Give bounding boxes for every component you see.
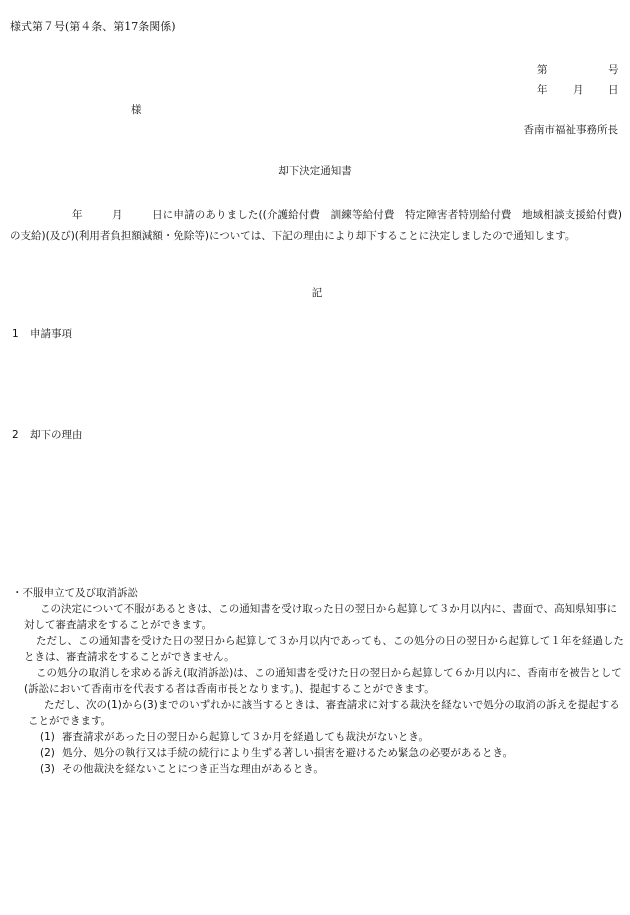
section-number: 2 bbox=[12, 429, 19, 441]
appeal-paragraph: この決定について不服があるときは、この通知書を受け取った日の翌日から起算して３か月以内に、書面で、高知県知事に対して審査請求をすることができます。 bbox=[24, 603, 618, 631]
intro-body: 日に申請のありました((介護給付費 訓練等給付費 特定障害者特別給付費 地域相談支援給付費)の支給)(及び)(利用者負担額減額・免除等)については、下記の理由により却下することに決定しましたので通知します。 bbox=[10, 209, 622, 242]
date-day-label: 日 bbox=[608, 84, 619, 96]
appeal-paragraph: ただし、この通知書を受けた日の翌日から起算して３か月以内であっても、この処分の日の翌日から起算して１年を経過したときは、審査請求をすることができません。 bbox=[24, 635, 624, 663]
section-label: 申請事項 bbox=[30, 328, 72, 340]
document-number-suffix: 号 bbox=[608, 64, 619, 76]
intro-month-label: 月 bbox=[112, 209, 123, 221]
appeal-paragraph: ただし、次の(1)から(3)までのいずれかに該当するときは、審査請求に対する裁決を経ないで処分の取消の訴えを提起することができます。 bbox=[28, 699, 620, 727]
list-item-number: (3) bbox=[40, 763, 55, 775]
document-number-label: 第 bbox=[537, 64, 548, 76]
list-item-text: 処分、処分の執行又は手続の続行により生ずる著しい損害を避けるため緊急の必要があるとき。 bbox=[62, 747, 514, 759]
appeal-notice bbox=[12, 585, 624, 777]
section-application-items bbox=[12, 328, 72, 341]
section-rejection-reason bbox=[12, 429, 83, 442]
section-label: 却下の理由 bbox=[30, 429, 83, 441]
date-year-label: 年 bbox=[537, 84, 548, 96]
section-number: 1 bbox=[12, 328, 19, 340]
ki-heading: 記 bbox=[311, 287, 323, 299]
appeal-heading: ・不服申立て及び取消訴訟 bbox=[12, 587, 138, 599]
intro-paragraph bbox=[10, 205, 622, 246]
form-number: 様式第７号(第４条、第17条関係) bbox=[10, 20, 176, 33]
list-item bbox=[12, 729, 624, 745]
addressee-suffix: 様 bbox=[131, 104, 142, 116]
issuer: 香南市福祉事務所長 bbox=[523, 124, 618, 136]
list-item bbox=[12, 745, 624, 761]
intro-year-label: 年 bbox=[72, 209, 83, 221]
date-month-label: 月 bbox=[573, 84, 584, 96]
document-title: 却下決定通知書 bbox=[278, 165, 352, 177]
list-item-number: (2) bbox=[40, 747, 55, 759]
appeal-paragraph: この処分の取消しを求める訴え(取消訴訟)は、この通知書を受けた日の翌日から起算して６か月以内に、香南市を被告として(訴訟において香南市を代表する者は香南市長となります。)、提起することができます。 bbox=[24, 667, 622, 695]
list-item-number: (1) bbox=[40, 731, 55, 743]
list-item bbox=[12, 761, 624, 777]
list-item-text: その他裁決を経ないことにつき正当な理由があるとき。 bbox=[62, 763, 324, 775]
list-item-text: 審査請求があった日の翌日から起算して３か月を経過しても裁決がないとき。 bbox=[62, 731, 429, 743]
